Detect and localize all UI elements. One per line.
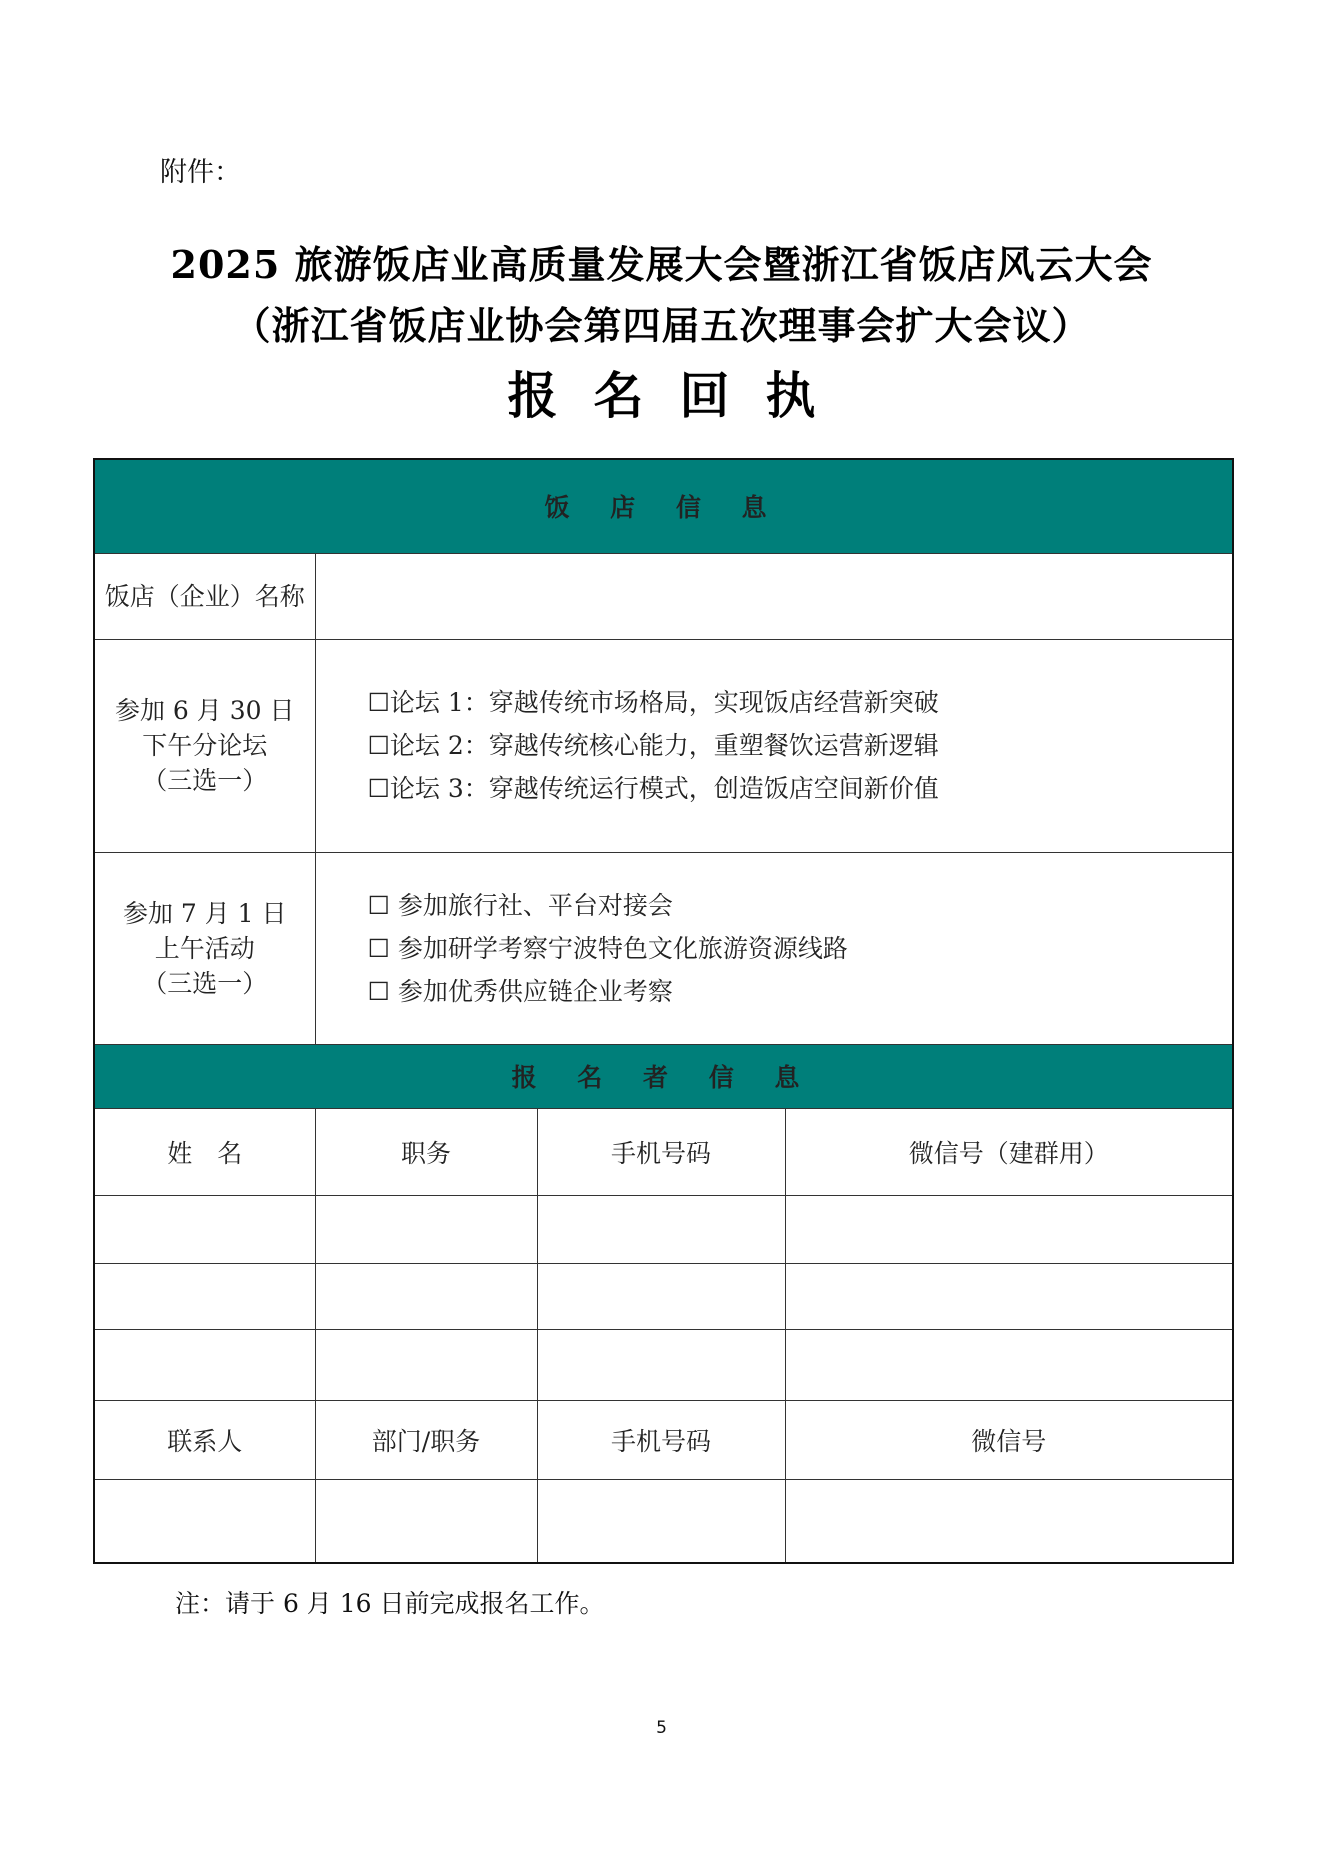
column-contact-mobile: 手机号码	[537, 1400, 785, 1479]
hotel-name-field[interactable]	[315, 553, 1233, 639]
contact-mobile-cell[interactable]	[537, 1479, 785, 1563]
registration-form-table	[93, 458, 1234, 1564]
column-contact-person: 联系人	[94, 1400, 315, 1479]
table-row	[94, 1263, 1233, 1329]
hotel-name-label: 饭店（企业）名称	[94, 553, 315, 639]
registrant-name-cell[interactable]	[94, 1195, 315, 1263]
activity-option-3[interactable]: ☐ 参加优秀供应链企业考察	[367, 976, 673, 1006]
contact-wechat-cell[interactable]	[785, 1479, 1233, 1563]
table-row	[94, 1329, 1233, 1400]
forum-label: 参加 6 月 30 日 下午分论坛 （三选一）	[94, 639, 315, 852]
activity-options	[315, 852, 1233, 1044]
registrant-position-cell[interactable]	[315, 1263, 537, 1329]
forum-option-3[interactable]: ☐论坛 3：穿越传统运行模式，创造饭店空间新价值	[367, 774, 939, 803]
registrant-wechat-cell[interactable]	[785, 1329, 1233, 1400]
forum-option-1[interactable]: ☐论坛 1：穿越传统市场格局，实现饭店经营新突破	[367, 688, 939, 717]
deadline-note: 注：请于 6 月 16 日前完成报名工作。	[175, 1589, 605, 1618]
activity-label: 参加 7 月 1 日 上午活动 （三选一）	[94, 852, 315, 1044]
registrant-mobile-cell[interactable]	[537, 1329, 785, 1400]
column-position: 职务	[315, 1108, 537, 1195]
registrant-mobile-cell[interactable]	[537, 1263, 785, 1329]
hotel-info-header: 饭 店 信 息	[94, 459, 1233, 553]
document-subtitle: （浙江省饭店业协会第四届五次理事会扩大会议）	[232, 303, 1091, 348]
registrant-wechat-cell[interactable]	[785, 1195, 1233, 1263]
page-number: 5	[656, 1718, 667, 1738]
attachment-label: 附件：	[160, 157, 241, 188]
column-wechat: 微信号（建群用）	[785, 1108, 1233, 1195]
contact-name-cell[interactable]	[94, 1479, 315, 1563]
activity-option-1[interactable]: ☐ 参加旅行社、平台对接会	[367, 890, 673, 920]
forum-option-2[interactable]: ☐论坛 2：穿越传统核心能力，重塑餐饮运营新逻辑	[367, 731, 939, 760]
contact-position-cell[interactable]	[315, 1479, 537, 1563]
registrant-name-cell[interactable]	[94, 1263, 315, 1329]
form-title: 报名回执	[507, 366, 852, 425]
table-row	[94, 1479, 1233, 1563]
forum-options	[315, 639, 1233, 852]
document-title: 2025 旅游饭店业高质量发展大会暨浙江省饭店风云大会	[170, 242, 1153, 287]
table-row	[94, 1195, 1233, 1263]
registrant-wechat-cell[interactable]	[785, 1263, 1233, 1329]
column-department-position: 部门/职务	[315, 1400, 537, 1479]
registrant-name-cell[interactable]	[94, 1329, 315, 1400]
registrant-position-cell[interactable]	[315, 1195, 537, 1263]
column-mobile: 手机号码	[537, 1108, 785, 1195]
registrant-position-cell[interactable]	[315, 1329, 537, 1400]
registrant-info-header: 报 名 者 信 息	[94, 1044, 1233, 1108]
registrant-mobile-cell[interactable]	[537, 1195, 785, 1263]
column-name: 姓 名	[94, 1108, 315, 1195]
activity-option-2[interactable]: ☐ 参加研学考察宁波特色文化旅游资源线路	[367, 933, 848, 963]
column-contact-wechat: 微信号	[785, 1400, 1233, 1479]
